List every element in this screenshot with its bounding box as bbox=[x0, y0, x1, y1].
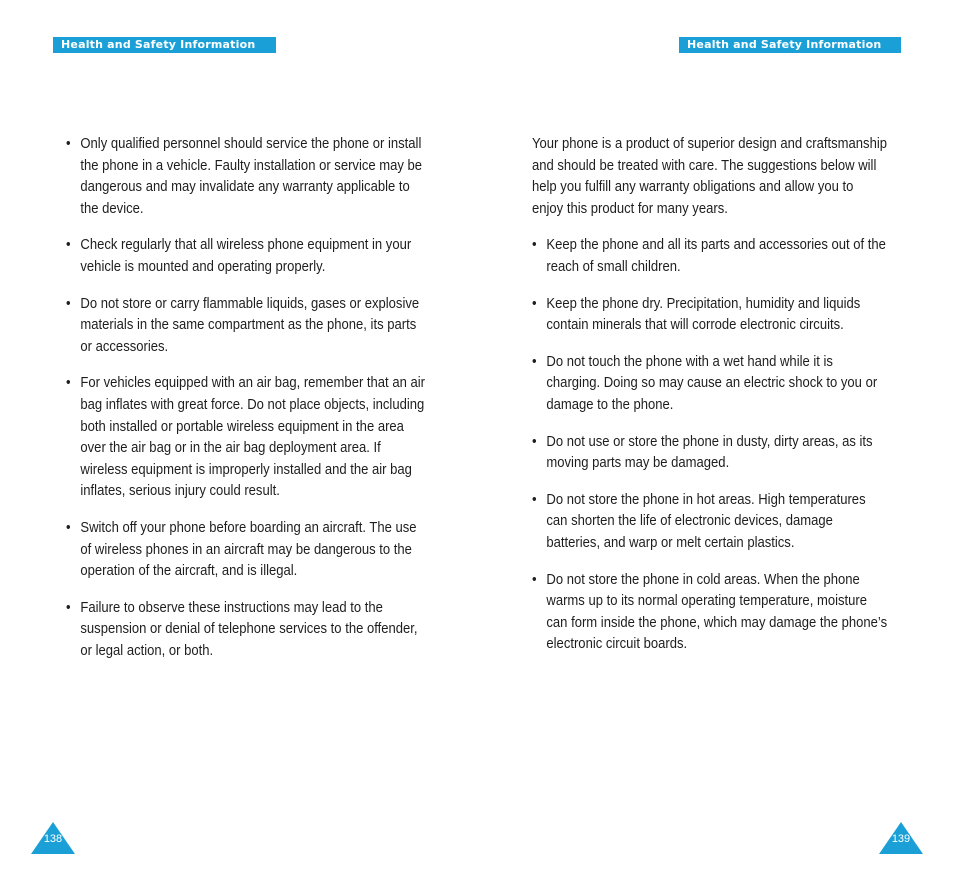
bullet-icon: • bbox=[532, 491, 537, 508]
left-bullet-list bbox=[66, 134, 426, 662]
bullet-icon: • bbox=[66, 237, 71, 254]
list-item bbox=[532, 490, 888, 555]
bullet-icon: • bbox=[66, 136, 71, 152]
bullet-icon: • bbox=[66, 519, 71, 536]
list-item-text: Do not touch the phone with a wet hand while it is charging. Doing so may cause an electric shock to you or damage to the phone. bbox=[546, 353, 878, 413]
list-item-text: Switch off your phone before boarding an aircraft. The use of wireless phones in an aircraft may be dangerous to the operation of the aircraft, and is illegal. bbox=[80, 519, 417, 580]
list-item-text: Do not store the phone in cold areas. When the phone warms up to its normal operating temperature, moisture can form inside the phone, which may damage the phone’s electronic circuit boards. bbox=[546, 571, 888, 653]
bullet-icon: • bbox=[66, 599, 71, 616]
page-number-left-text: 138 bbox=[43, 833, 63, 845]
bullet-icon: • bbox=[532, 433, 537, 450]
list-item-text: Only qualified personnel should service the phone or install the phone in a vehicle. Faulty installation or service may be dangerous and may invalidate any warranty applicable to the device. bbox=[80, 136, 423, 217]
section-header-left: Health and Safety Information bbox=[53, 37, 276, 53]
list-item-text: Keep the phone dry. Precipitation, humidity and liquids contain minerals that will corrode electronic circuits. bbox=[546, 295, 861, 334]
list-item bbox=[66, 373, 426, 503]
list-item-text: Do not store or carry flammable liquids, gases or explosive materials in the same compartment as the phone, its parts or accessories. bbox=[80, 295, 420, 355]
list-item bbox=[532, 294, 888, 337]
bullet-icon: • bbox=[66, 295, 71, 312]
section-header-right: Health and Safety Information bbox=[679, 37, 901, 53]
list-item bbox=[532, 570, 888, 656]
list-item-text: Keep the phone and all its parts and accessories out of the reach of small children. bbox=[546, 237, 886, 275]
bullet-icon: • bbox=[532, 295, 537, 312]
bullet-icon: • bbox=[66, 375, 71, 392]
bullet-icon: • bbox=[532, 353, 537, 370]
list-item-text: Do not use or store the phone in dusty, dirty areas, as its moving parts may be damaged. bbox=[546, 433, 873, 472]
list-item-text: Failure to observe these instructions may lead to the suspension or denial of telephone services to the offender, or legal action, or both. bbox=[80, 599, 418, 659]
page-number-right bbox=[879, 822, 923, 854]
intro-paragraph: Your phone is a product of superior design and craftsmanship and should be treated with care. The suggestions below will help you fulfill any warranty obligations and allow you to enjoy this product for many years. bbox=[532, 136, 887, 217]
bullet-icon: • bbox=[532, 571, 537, 588]
right-bullet-list bbox=[532, 235, 888, 656]
bullet-icon: • bbox=[532, 237, 537, 254]
list-item bbox=[66, 294, 426, 359]
list-item bbox=[532, 432, 888, 475]
right-page-content bbox=[532, 134, 888, 671]
list-item bbox=[532, 235, 888, 278]
list-item bbox=[66, 134, 426, 220]
list-item-text: Do not store the phone in hot areas. High temperatures can shorten the life of electronic devices, damage batteries, and warp or melt certain plastics. bbox=[546, 491, 866, 551]
list-item-text: For vehicles equipped with an air bag, remember that an air bag inflates with great force. Do not place objects, including both installed or portable wireless equipment in the area over the air bag or in the air bag deployment area. If wireless equipment is improperly installed and the air bag inflates, serious injury could result. bbox=[80, 375, 425, 500]
list-item bbox=[66, 518, 426, 583]
list-item bbox=[532, 352, 888, 417]
page-number-right-text: 139 bbox=[891, 833, 911, 845]
list-item bbox=[66, 235, 426, 278]
list-item-text: Check regularly that all wireless phone equipment in your vehicle is mounted and operating properly. bbox=[80, 237, 412, 275]
page-number-left bbox=[31, 822, 75, 854]
list-item bbox=[66, 598, 426, 663]
left-page-content bbox=[66, 134, 426, 677]
